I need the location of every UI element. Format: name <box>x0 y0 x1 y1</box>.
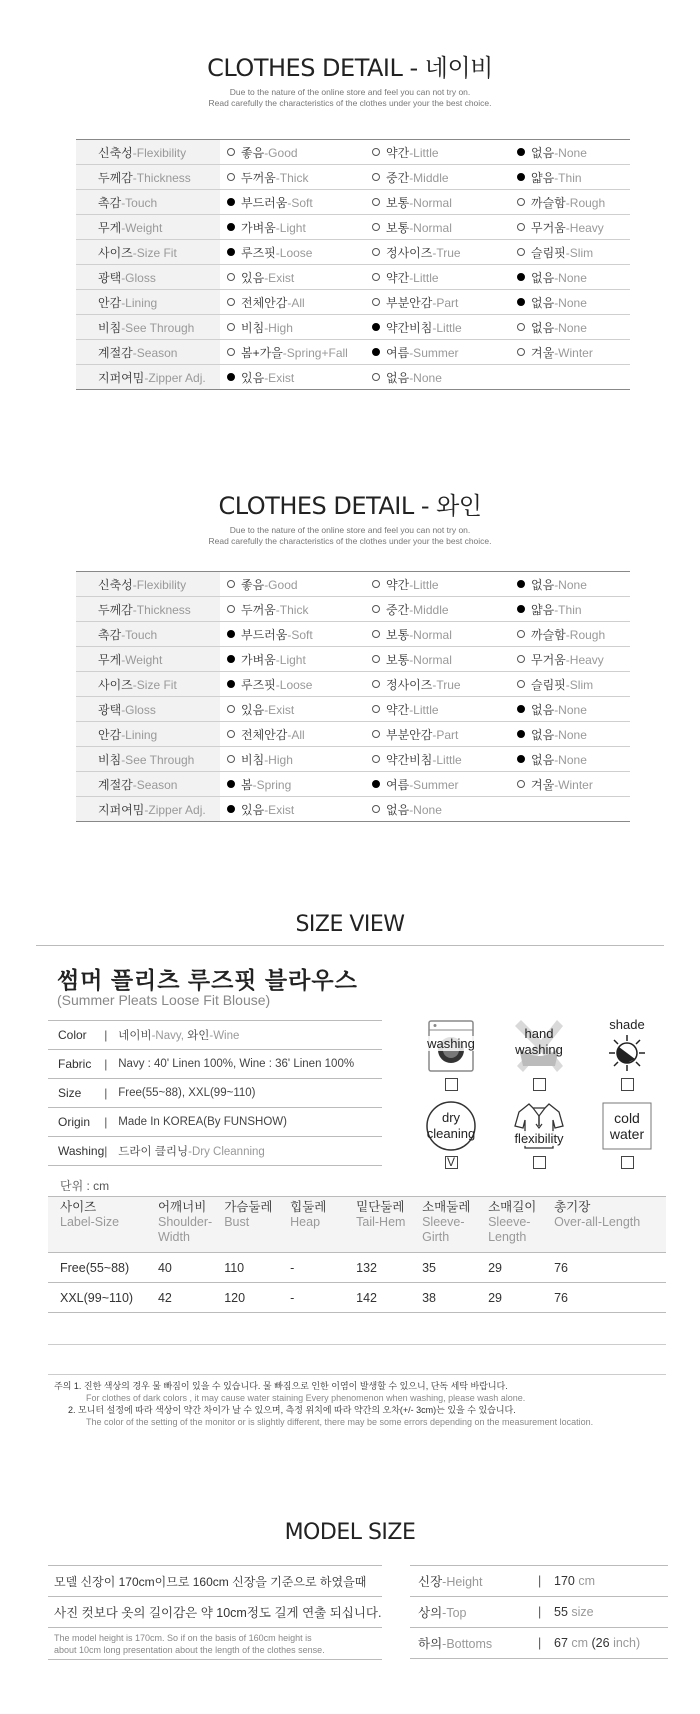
radio-empty-icon <box>517 223 525 231</box>
radio-filled-icon <box>227 780 235 788</box>
size-cell: 110 <box>212 1253 278 1283</box>
size-cell: Free(55~88) <box>48 1253 146 1283</box>
radio-filled-icon <box>517 273 525 281</box>
model-note-1: 모델 신장이 170cm이므로 160cm 신장을 기준으로 하였을때 <box>48 1566 382 1597</box>
radio-empty-icon <box>227 173 235 181</box>
detail-row <box>76 340 630 365</box>
detail-note: Due to the nature of the online store and feel you can not try on. Read carefully the characteristics of the clothes under your the best choice. <box>208 525 492 546</box>
detail-option: 약간비침-Little <box>365 315 510 340</box>
detail-option: 약간-Little <box>365 265 510 290</box>
info-sep: | <box>104 1050 118 1079</box>
radio-empty-icon <box>227 323 235 331</box>
radio-empty-icon <box>227 273 235 281</box>
stat-sep: | <box>538 1566 554 1597</box>
detail-option: 없음-None <box>365 797 510 822</box>
detail-label: 지퍼여밈-Zipper Adj. <box>76 797 220 822</box>
radio-empty-icon <box>517 680 525 688</box>
detail-note: Due to the nature of the online store and feel you can not try on. Read carefully the characteristics of the clothes under your the best choice. <box>208 87 492 108</box>
detail-option: 부분안감-Part <box>365 290 510 315</box>
info-row <box>48 1079 382 1108</box>
size-cell: 76 <box>542 1253 666 1283</box>
size-header-row <box>48 1197 666 1253</box>
model-note-table <box>48 1565 382 1660</box>
size-cell: 38 <box>410 1283 476 1313</box>
radio-filled-icon <box>227 198 235 206</box>
detail-label: 두께감-Thickness <box>76 597 220 622</box>
detail-option: 있음-Exist <box>220 697 365 722</box>
hand-washing-icon <box>511 1018 567 1074</box>
radio-empty-icon <box>517 780 525 788</box>
radio-empty-icon <box>372 173 380 181</box>
radio-empty-icon <box>372 580 380 588</box>
detail-option: 비침-High <box>220 315 365 340</box>
detail-option: 있음-Exist <box>220 797 365 822</box>
size-header: 소매길이 Sleeve-Length <box>476 1197 542 1253</box>
detail-label: 지퍼여밈-Zipper Adj. <box>76 365 220 390</box>
detail-option: 보통-Normal <box>365 622 510 647</box>
care-washing <box>416 1018 486 1091</box>
size-notes <box>54 1380 674 1428</box>
detail-option: 겨울-Winter <box>510 772 630 797</box>
radio-empty-icon <box>227 730 235 738</box>
detail-option: 슬림핏-Slim <box>510 240 630 265</box>
detail-option: 두꺼움-Thick <box>220 597 365 622</box>
detail-option: 없음-None <box>510 315 630 340</box>
care-checkbox[interactable] <box>445 1078 458 1091</box>
detail-row <box>76 597 630 622</box>
detail-option: 가벼움-Light <box>220 647 365 672</box>
size-header: 총기장 Over-all-Length <box>542 1197 666 1253</box>
detail-row <box>76 697 630 722</box>
detail-row <box>76 315 630 340</box>
radio-filled-icon <box>517 730 525 738</box>
detail-option: 두꺼움-Thick <box>220 165 365 190</box>
detail-label: 계절감-Season <box>76 772 220 797</box>
info-value: 드라이 클리닝-Dry Cleanning <box>118 1137 382 1166</box>
detail-option: 겨울-Winter <box>510 340 630 365</box>
model-stat-row <box>410 1597 668 1628</box>
size-cell: - <box>278 1283 344 1313</box>
divider <box>48 1344 666 1345</box>
detail-option: 좋음-Good <box>220 572 365 597</box>
radio-empty-icon <box>517 323 525 331</box>
radio-empty-icon <box>372 373 380 381</box>
detail-option: 봄+가을-Spring+Fall <box>220 340 365 365</box>
detail-label: 무게-Weight <box>76 647 220 672</box>
size-cell: 142 <box>344 1283 410 1313</box>
radio-filled-icon <box>372 323 380 331</box>
unit-label: 단위 : cm <box>60 1179 110 1193</box>
detail-label: 사이즈-Size Fit <box>76 240 220 265</box>
radio-filled-icon <box>517 705 525 713</box>
detail-option <box>510 797 630 822</box>
size-header: 힙둘레 Heap <box>278 1197 344 1253</box>
detail-row <box>76 797 630 822</box>
size-cell: 29 <box>476 1283 542 1313</box>
radio-empty-icon <box>372 680 380 688</box>
product-name-en: (Summer Pleats Loose Fit Blouse) <box>57 992 271 1008</box>
detail-option: 보통-Normal <box>365 215 510 240</box>
size-cell: - <box>278 1253 344 1283</box>
care-shade <box>592 1018 662 1091</box>
detail-option: 부분안감-Part <box>365 722 510 747</box>
detail-option: 부드러움-Soft <box>220 190 365 215</box>
size-header: 사이즈 Label-Size <box>48 1197 146 1253</box>
stat-sep: | <box>538 1628 554 1659</box>
detail-label: 비침-See Through <box>76 315 220 340</box>
detail-label: 신축성-Flexibility <box>76 572 220 597</box>
care-label: shade <box>609 1017 645 1032</box>
detail-label: 촉감-Touch <box>76 190 220 215</box>
size-cell: 40 <box>146 1253 212 1283</box>
shade-sun-icon <box>599 1032 655 1074</box>
care-checkbox[interactable]: V <box>445 1156 458 1169</box>
detail-option: 까슬함-Rough <box>510 622 630 647</box>
detail-label: 안감-Lining <box>76 722 220 747</box>
product-name: 썸머 플리츠 루즈핏 블라우스 <box>57 967 358 993</box>
detail-option: 무거움-Heavy <box>510 647 630 672</box>
info-row <box>48 1021 382 1050</box>
detail-label: 비침-See Through <box>76 747 220 772</box>
detail-row <box>76 165 630 190</box>
radio-empty-icon <box>372 223 380 231</box>
radio-filled-icon <box>227 630 235 638</box>
stat-sep: | <box>538 1597 554 1628</box>
info-value: 네이비-Navy, 와인-Wine <box>118 1021 382 1050</box>
detail-option: 여름-Summer <box>365 340 510 365</box>
radio-filled-icon <box>227 655 235 663</box>
detail-option: 봄-Spring <box>220 772 365 797</box>
radio-empty-icon <box>227 298 235 306</box>
info-key: Size <box>48 1079 104 1108</box>
detail-label: 사이즈-Size Fit <box>76 672 220 697</box>
radio-empty-icon <box>227 705 235 713</box>
detail-title: CLOTHES DETAIL - 네이비 <box>207 54 493 82</box>
detail-option: 있음-Exist <box>220 365 365 390</box>
detail-option: 얇음-Thin <box>510 597 630 622</box>
detail-option: 여름-Summer <box>365 772 510 797</box>
detail-label: 계절감-Season <box>76 340 220 365</box>
radio-empty-icon <box>372 755 380 763</box>
detail-label: 안감-Lining <box>76 290 220 315</box>
detail-option: 없음-None <box>510 747 630 772</box>
divider <box>36 945 664 946</box>
info-value: Navy : 40' Linen 100%, Wine : 36' Linen 100% <box>118 1050 382 1079</box>
detail-option: 약간-Little <box>365 140 510 165</box>
radio-filled-icon <box>517 173 525 181</box>
info-sep: | <box>104 1021 118 1050</box>
care-dry-cleaning <box>416 1100 486 1169</box>
detail-option: 없음-None <box>510 572 630 597</box>
size-view-title: SIZE VIEW <box>295 912 405 937</box>
radio-filled-icon <box>517 605 525 613</box>
radio-filled-icon <box>227 805 235 813</box>
radio-filled-icon <box>517 148 525 156</box>
radio-empty-icon <box>517 248 525 256</box>
detail-option: 중간-Middle <box>365 597 510 622</box>
radio-empty-icon <box>227 348 235 356</box>
info-sep: | <box>104 1079 118 1108</box>
radio-empty-icon <box>372 273 380 281</box>
radio-empty-icon <box>227 580 235 588</box>
size-row <box>48 1253 666 1283</box>
detail-option: 없음-None <box>510 697 630 722</box>
size-cell: XXL(99~110) <box>48 1283 146 1313</box>
detail-label: 두께감-Thickness <box>76 165 220 190</box>
detail-option: 얇음-Thin <box>510 165 630 190</box>
size-cell: 29 <box>476 1253 542 1283</box>
radio-empty-icon <box>227 755 235 763</box>
detail-option: 전체안감-All <box>220 722 365 747</box>
radio-filled-icon <box>517 580 525 588</box>
detail-option: 중간-Middle <box>365 165 510 190</box>
detail-option: 좋음-Good <box>220 140 365 165</box>
radio-empty-icon <box>372 655 380 663</box>
model-stat-row <box>410 1566 668 1597</box>
note-2-en: The color of the setting of the monitor or is slightly different, there may be some errors depending on the measurement location. <box>86 1417 594 1427</box>
radio-empty-icon <box>372 630 380 638</box>
size-cell: 35 <box>410 1253 476 1283</box>
care-checkbox[interactable] <box>533 1078 546 1091</box>
dry-cleaning-icon <box>423 1100 479 1152</box>
detail-row <box>76 722 630 747</box>
stat-key: 상의-Top <box>410 1597 538 1628</box>
info-key: Washing <box>48 1137 104 1166</box>
detail-option: 약간-Little <box>365 572 510 597</box>
washing-machine-icon <box>423 1018 479 1074</box>
radio-filled-icon <box>372 780 380 788</box>
note-2: 2. 모니터 설정에 따라 색상이 약간 차이가 날 수 있으며, 측정 위치에 따라 약간의 오차(+/- 3cm)는 있을 수 있습니다. <box>68 1405 516 1415</box>
detail-option: 보통-Normal <box>365 190 510 215</box>
detail-option: 보통-Normal <box>365 647 510 672</box>
stat-value: 67 cm (26 inch) <box>554 1628 668 1659</box>
info-key: Color <box>48 1021 104 1050</box>
detail-row <box>76 647 630 672</box>
detail-option: 없음-None <box>510 722 630 747</box>
detail-option <box>510 365 630 390</box>
size-header: 밑단둘레 Tail-Hem <box>344 1197 410 1253</box>
size-cell: 42 <box>146 1283 212 1313</box>
size-cell: 120 <box>212 1283 278 1313</box>
detail-row <box>76 747 630 772</box>
detail-table-navy <box>76 139 630 390</box>
detail-row <box>76 572 630 597</box>
detail-row <box>76 215 630 240</box>
detail-row <box>76 265 630 290</box>
care-label: dry cleaning <box>426 1110 476 1141</box>
info-key: Origin <box>48 1108 104 1137</box>
care-checkbox[interactable] <box>533 1156 546 1169</box>
detail-option: 루즈핏-Loose <box>220 672 365 697</box>
detail-option: 무거움-Heavy <box>510 215 630 240</box>
radio-filled-icon <box>227 680 235 688</box>
size-cell: 76 <box>542 1283 666 1313</box>
detail-row <box>76 190 630 215</box>
radio-empty-icon <box>372 805 380 813</box>
care-label: cold water <box>609 1110 645 1142</box>
radio-filled-icon <box>227 248 235 256</box>
detail-option: 루즈핏-Loose <box>220 240 365 265</box>
size-table <box>48 1196 666 1313</box>
info-row <box>48 1050 382 1079</box>
radio-empty-icon <box>372 298 380 306</box>
detail-row <box>76 290 630 315</box>
care-label: washing <box>419 1036 483 1051</box>
clothes-detail-navy <box>0 48 700 109</box>
radio-filled-icon <box>227 373 235 381</box>
detail-option: 없음-None <box>510 290 630 315</box>
detail-option: 약간-Little <box>365 697 510 722</box>
detail-row <box>76 672 630 697</box>
detail-row <box>76 140 630 165</box>
radio-empty-icon <box>372 705 380 713</box>
info-value: Free(55~88), XXL(99~110) <box>118 1079 382 1108</box>
radio-empty-icon <box>227 605 235 613</box>
detail-option: 까슬함-Rough <box>510 190 630 215</box>
detail-row <box>76 365 630 390</box>
detail-label: 광택-Gloss <box>76 697 220 722</box>
detail-option: 전체안감-All <box>220 290 365 315</box>
radio-empty-icon <box>517 198 525 206</box>
care-label: flexibility <box>505 1131 573 1146</box>
detail-option: 없음-None <box>510 140 630 165</box>
detail-option: 없음-None <box>510 265 630 290</box>
radio-empty-icon <box>372 148 380 156</box>
stat-value: 55 size <box>554 1597 668 1628</box>
info-sep: | <box>104 1137 118 1166</box>
radio-empty-icon <box>372 730 380 738</box>
detail-option: 비침-High <box>220 747 365 772</box>
note-1-en: For clothes of dark colors , it may cause water staining Every phenomenon when washing, please wash alone. <box>86 1393 526 1403</box>
model-stat-row <box>410 1628 668 1659</box>
radio-filled-icon <box>517 298 525 306</box>
care-flexibility <box>504 1100 574 1169</box>
detail-label: 광택-Gloss <box>76 265 220 290</box>
cold-water-icon <box>599 1100 655 1152</box>
detail-option: 약간비침-Little <box>365 747 510 772</box>
radio-empty-icon <box>372 248 380 256</box>
size-header: 가슴둘레 Bust <box>212 1197 278 1253</box>
care-checkbox[interactable] <box>621 1156 634 1169</box>
stat-key: 신장-Height <box>410 1566 538 1597</box>
radio-empty-icon <box>227 148 235 156</box>
detail-label: 무게-Weight <box>76 215 220 240</box>
detail-table-wine <box>76 571 630 822</box>
detail-row <box>76 622 630 647</box>
care-checkbox[interactable] <box>621 1078 634 1091</box>
radio-empty-icon <box>517 655 525 663</box>
info-value: Made In KOREA(By FUNSHOW) <box>118 1108 382 1137</box>
info-sep: | <box>104 1108 118 1137</box>
detail-option: 없음-None <box>365 365 510 390</box>
stat-key: 하의-Bottoms <box>410 1628 538 1659</box>
info-key: Fabric <box>48 1050 104 1079</box>
detail-label: 촉감-Touch <box>76 622 220 647</box>
size-row <box>48 1283 666 1313</box>
model-size-title: MODEL SIZE <box>284 1520 416 1545</box>
radio-filled-icon <box>227 223 235 231</box>
radio-empty-icon <box>372 198 380 206</box>
detail-label: 신축성-Flexibility <box>76 140 220 165</box>
info-row <box>48 1137 382 1166</box>
detail-option: 부드러움-Soft <box>220 622 365 647</box>
note-1: 주의 1. 진한 색상의 경우 물 빠짐이 있을 수 있습니다. 물 빠짐으로 인한 이염이 발생할 수 있으니, 단독 세탁 바랍니다. <box>54 1381 508 1391</box>
detail-option: 가벼움-Light <box>220 215 365 240</box>
detail-row <box>76 772 630 797</box>
radio-filled-icon <box>372 348 380 356</box>
detail-title: CLOTHES DETAIL - 와인 <box>218 492 482 520</box>
flexibility-shirt-icon <box>511 1100 567 1152</box>
divider <box>48 1374 666 1375</box>
care-label: hand washing <box>515 1026 563 1057</box>
size-header: 소매둘레 Sleeve-Girth <box>410 1197 476 1253</box>
product-info-table <box>48 1020 382 1166</box>
radio-empty-icon <box>517 348 525 356</box>
care-hand-washing <box>504 1018 574 1091</box>
radio-empty-icon <box>372 605 380 613</box>
detail-option: 있음-Exist <box>220 265 365 290</box>
model-note-2: 사진 컷보다 옷의 길이감은 약 10cm정도 길게 연출 되십니다. <box>48 1597 382 1628</box>
radio-empty-icon <box>517 630 525 638</box>
stat-value: 170 cm <box>554 1566 668 1597</box>
size-header: 어깨너비 Shoulder-Width <box>146 1197 212 1253</box>
care-cold-water <box>592 1100 662 1169</box>
info-row <box>48 1108 382 1137</box>
radio-filled-icon <box>517 755 525 763</box>
clothes-detail-wine <box>0 486 700 547</box>
detail-option: 정사이즈-True <box>365 240 510 265</box>
detail-row <box>76 240 630 265</box>
model-note-en: The model height is 170cm. So if on the basis of 160cm height is about 10cm long presentation about the length of the clothes sense. <box>48 1628 382 1660</box>
model-stats-table <box>410 1565 668 1659</box>
detail-option: 정사이즈-True <box>365 672 510 697</box>
detail-option: 슬림핏-Slim <box>510 672 630 697</box>
size-cell: 132 <box>344 1253 410 1283</box>
